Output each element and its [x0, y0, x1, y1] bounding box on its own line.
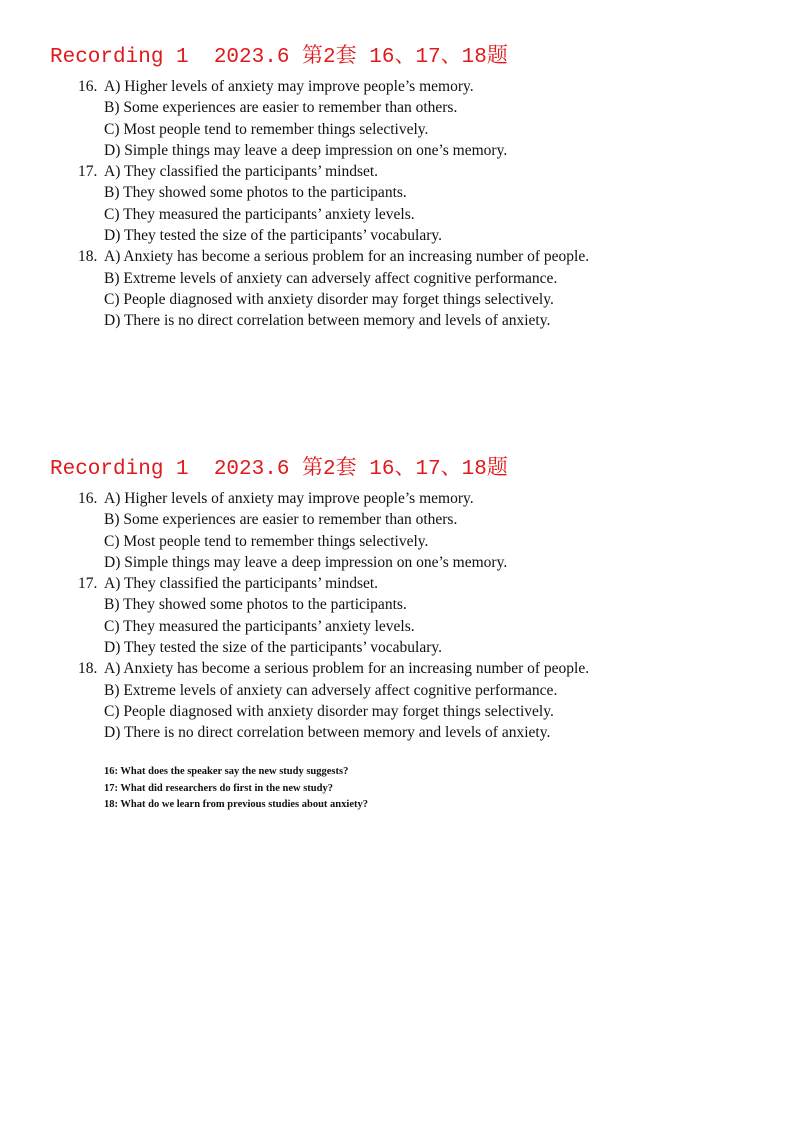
option-a: A) Anxiety has become a serious problem for an increasing number of people. — [104, 660, 590, 678]
option-c: C) They measured the participants’ anxiety levels. — [104, 617, 415, 635]
question-prompts — [104, 764, 368, 814]
question-number: 16. — [78, 78, 98, 95]
question-18 — [0, 658, 800, 679]
question-16 — [0, 488, 800, 509]
option-b: B) They showed some photos to the participants. — [104, 596, 407, 614]
section-heading: Recording 1 2023.6 第2套 16、17、18题 — [50, 46, 508, 69]
section-heading: Recording 1 2023.6 第2套 16、17、18题 — [50, 458, 508, 481]
option-b: B) Some experiences are easier to remember than others. — [104, 511, 458, 529]
option-a: A) They classified the participants’ mindset. — [104, 575, 379, 593]
option-c: C) Most people tend to remember things selectively. — [104, 532, 429, 550]
prompt-17: 17: What did researchers do first in the new study? — [104, 782, 333, 794]
question-list — [0, 76, 800, 332]
option-a: A) They classified the participants’ mindset. — [104, 163, 379, 181]
option-b: B) They showed some photos to the participants. — [104, 184, 407, 202]
question-number: 17. — [78, 575, 98, 593]
question-number: 16. — [78, 490, 98, 507]
option-d: D) There is no direct correlation between memory and levels of anxiety. — [104, 312, 551, 330]
question-17 — [0, 573, 800, 594]
option-d: D) Simple things may leave a deep impression on one’s memory. — [104, 553, 508, 571]
option-c: C) People diagnosed with anxiety disorder may forget things selectively. — [104, 702, 554, 720]
option-d: D) There is no direct correlation between memory and levels of anxiety. — [104, 724, 551, 742]
option-c: C) Most people tend to remember things selectively. — [104, 120, 429, 138]
option-d: D) They tested the size of the participants’ vocabulary. — [104, 639, 443, 657]
prompt-16: 16: What does the speaker say the new study suggests? — [104, 766, 349, 777]
question-17 — [0, 161, 800, 182]
question-number: 17. — [78, 163, 98, 181]
option-b: B) Extreme levels of anxiety can adversely affect cognitive performance. — [104, 269, 558, 287]
option-c: C) They measured the participants’ anxiety levels. — [104, 205, 415, 223]
prompt-18: 18: What do we learn from previous studies about anxiety? — [104, 799, 368, 810]
question-number: 18. — [78, 248, 98, 266]
question-number: 18. — [78, 660, 98, 678]
question-18 — [0, 246, 800, 267]
option-a: A) Higher levels of anxiety may improve people’s memory. — [104, 490, 474, 507]
option-a: A) Anxiety has become a serious problem for an increasing number of people. — [104, 248, 590, 266]
option-d: D) Simple things may leave a deep impression on one’s memory. — [104, 141, 508, 159]
option-d: D) They tested the size of the participants’ vocabulary. — [104, 227, 443, 245]
option-a: A) Higher levels of anxiety may improve people’s memory. — [104, 78, 474, 95]
option-b: B) Extreme levels of anxiety can adversely affect cognitive performance. — [104, 681, 558, 699]
question-16 — [0, 76, 800, 97]
question-list — [0, 488, 800, 744]
option-b: B) Some experiences are easier to remember than others. — [104, 99, 458, 117]
option-c: C) People diagnosed with anxiety disorder may forget things selectively. — [104, 290, 554, 308]
